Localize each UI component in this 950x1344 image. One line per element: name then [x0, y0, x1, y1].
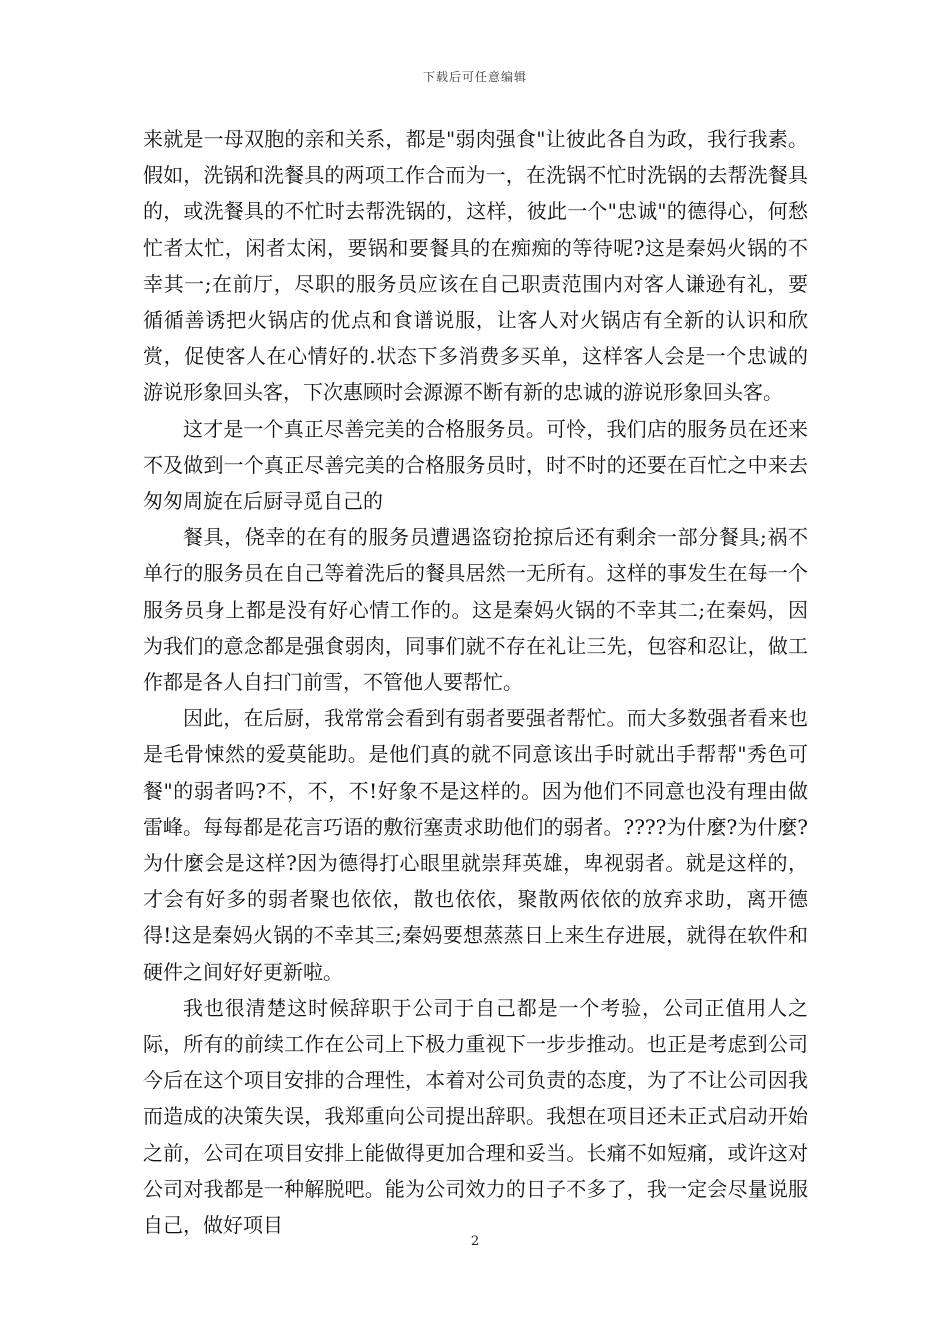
- page-number: 2: [470, 1234, 480, 1249]
- page-header: 下载后可任意编辑: [422, 70, 527, 84]
- paragraph-5: 我也很清楚这时候辞职于公司于自己都是一个考验，公司正值用人之际，所有的前续工作在公司上下极力重视下一步步推动。也正是考虑到公司今后在这个项目安排的合理性，本着对公司负责的态度，为了不让公司因我而造成的决策失误，我郑重向公司提出辞职。我想在项目还未正式启动开始之前，公司在项目安排上能做得更加合理和妥当。长痛不如短痛，或许这对公司对我都是一种解脱吧。能为公司效力的日子不多了，我一定会尽量说服自己，做好项目: [143, 995, 808, 1238]
- paragraph-3: 餐具，侥幸的在有的服务员遭遇盗窃抢掠后还有剩余一部分餐具;祸不单行的服务员在自己等着洗后的餐具居然一无所有。这样的事发生在每一个服务员身上都是没有好心情工作的。这是秦妈火锅的不幸其二;在秦妈，因为我们的意念都是强食弱肉，同事们就不存在礼让三先，包容和忍让，做工作都是各人自扫门前雪，不管他人要帮忙。: [143, 525, 808, 695]
- paragraph-1: 来就是一母双胞的亲和关系，都是"弱肉强食"让彼此各自为政，我行我素。假如，洗锅和洗餐具的两项工作合而为一，在洗锅不忙时洗锅的去帮洗餐具的，或洗餐具的不忙时去帮洗锅的，这样，彼此一个"忠诚"的德得心，何愁忙者太忙，闲者太闲，要锅和要餐具的在痴痴的等待呢?这是秦妈火锅的不幸其一;在前厅，尽职的服务员应该在自己职责范围内对客人谦逊有礼，要循循善诱把火锅店的优点和食谱说服，让客人对火锅店有全新的认识和欣赏，促使客人在心情好的.状态下多消费多买单，这样客人会是一个忠诚的游说形象回头客，下次惠顾时会源源不断有新的忠诚的游说形象回头客。: [143, 127, 808, 405]
- paragraph-2: 这才是一个真正尽善完美的合格服务员。可怜，我们店的服务员在还来不及做到一个真正尽善完美的合格服务员时，时不时的还要在百忙之中来去匆匆周旋在后厨寻觅自己的: [143, 416, 808, 514]
- document-body: [143, 121, 808, 1243]
- paragraph-4: 因此，在后厨，我常常会看到有弱者要强者帮忙。而大多数强者看来也是毛骨悚然的爱莫能助。是他们真的就不同意该出手时就出手帮帮"秀色可餐"的弱者吗?不，不，不!好象不是这样的。因为他们不同意也没有理由做雷峰。每每都是花言巧语的敷衍塞责求助他们的弱者。????为什麼?为什麼?为什麼会是这样?因为德得打心眼里就崇拜英雄，卑视弱者。就是这样的，才会有好多的弱者聚也依依，散也依依，聚散两依依的放弃求助，离开德得!这是秦妈火锅的不幸其三;秦妈要想蒸蒸日上来生存进展，就得在软件和硬件之间好好更新啦。: [143, 706, 808, 984]
